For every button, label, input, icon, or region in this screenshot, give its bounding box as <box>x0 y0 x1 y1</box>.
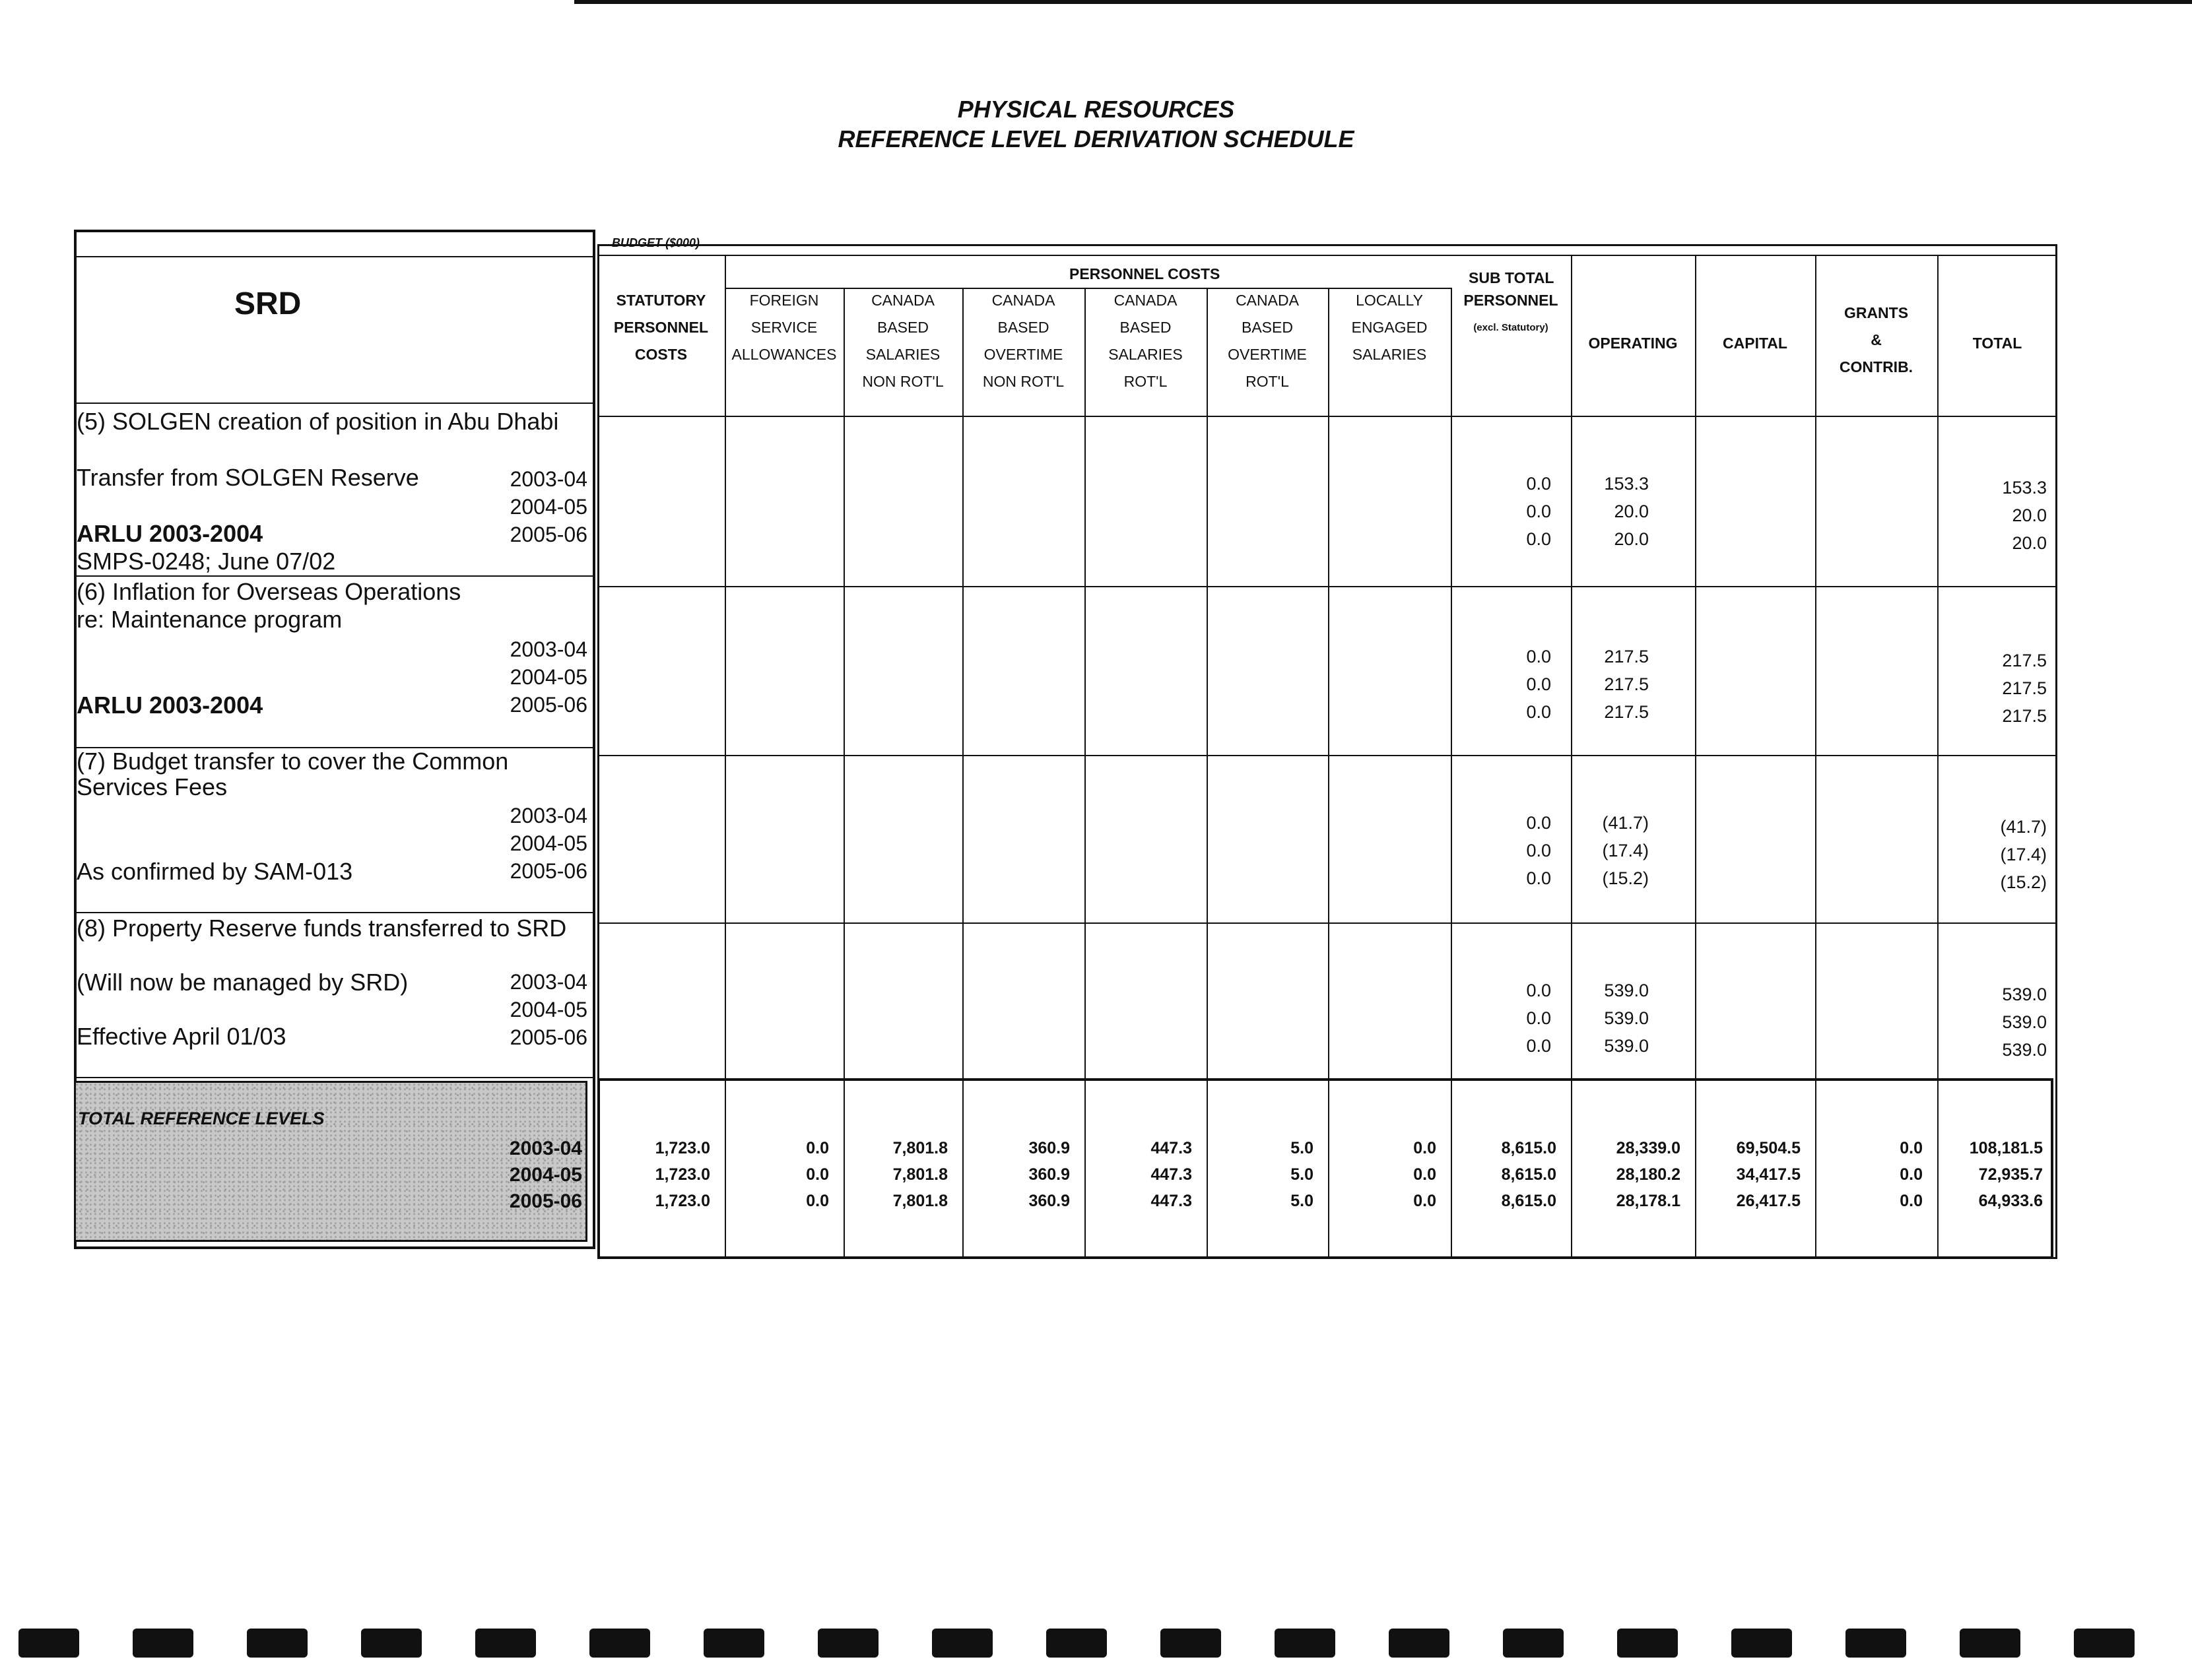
year-label: 2003-04 <box>510 637 587 661</box>
top-rule <box>574 0 2192 4</box>
totals-value: 5.0 <box>1290 1192 1313 1210</box>
totals-value: 28,180.2 <box>1616 1165 1680 1184</box>
column-header: OPERATING <box>1588 335 1678 352</box>
totals-year: 2005-06 <box>509 1190 582 1212</box>
column-header: COSTS <box>634 346 688 363</box>
totals-value: 5.0 <box>1290 1139 1313 1157</box>
operating-value: 539.0 <box>1604 1036 1649 1056</box>
section-heading: (5) SOLGEN creation of position in Abu Dhabi <box>77 408 559 435</box>
footer-dash <box>818 1629 879 1658</box>
total-value: 217.5 <box>2002 651 2047 670</box>
subtotal-value: 0.0 <box>1526 702 1551 722</box>
footer-dash <box>932 1629 993 1658</box>
operating-value: 539.0 <box>1604 981 1649 1000</box>
total-value: 217.5 <box>2002 678 2047 698</box>
footer-dash <box>18 1629 79 1658</box>
subtotal-value: 0.0 <box>1526 868 1551 888</box>
totals-value: 1,723.0 <box>655 1165 710 1184</box>
table-rule <box>597 586 2057 587</box>
totals-value: 447.3 <box>1150 1192 1192 1210</box>
totals-value: 360.9 <box>1028 1165 1070 1184</box>
totals-label: TOTAL REFERENCE LEVELS <box>78 1109 325 1128</box>
operating-value: 217.5 <box>1604 674 1649 694</box>
totals-value: 0.0 <box>806 1192 829 1210</box>
column-header: NON ROT'L <box>982 373 1065 390</box>
totals-label-block <box>74 1081 587 1242</box>
left-rule <box>74 1077 595 1078</box>
column-header: FOREIGN <box>749 292 819 309</box>
operating-value: 20.0 <box>1614 501 1649 521</box>
section-heading: (7) Budget transfer to cover the Common <box>77 748 509 775</box>
table-rule <box>597 922 2057 924</box>
column-header: OVERTIME <box>1228 346 1307 363</box>
column-header: BASED <box>877 319 929 336</box>
subtotal-value: 0.0 <box>1526 981 1551 1000</box>
column-header: BASED <box>997 319 1049 336</box>
totals-value: 0.0 <box>1900 1192 1923 1210</box>
column-header: TOTAL <box>1972 335 2022 352</box>
total-value: 153.3 <box>2002 478 2047 498</box>
footer-dash <box>1960 1629 2020 1658</box>
totals-value: 0.0 <box>1413 1139 1436 1157</box>
totals-value: 7,801.8 <box>892 1165 948 1184</box>
column-header: GRANTS <box>1843 304 1909 321</box>
totals-value: 8,615.0 <box>1501 1165 1556 1184</box>
footer-dash <box>1731 1629 1792 1658</box>
total-value: 539.0 <box>2002 1040 2047 1060</box>
year-label: 2005-06 <box>510 523 587 546</box>
subtotal-label: SUB TOTAL <box>1469 269 1554 286</box>
left-rule <box>74 912 595 913</box>
subtotal-value: 0.0 <box>1526 1008 1551 1028</box>
section-heading: (8) Property Reserve funds transferred to SRD <box>77 915 567 942</box>
column-header: CANADA <box>991 292 1055 309</box>
totals-value: 26,417.5 <box>1736 1192 1801 1210</box>
totals-value: 69,504.5 <box>1736 1139 1801 1157</box>
footer-dash <box>2074 1629 2135 1658</box>
year-label: 2003-04 <box>510 970 587 994</box>
totals-value: 0.0 <box>1900 1165 1923 1184</box>
column-header: PERSONNEL <box>613 319 709 336</box>
column-header: CAPITAL <box>1723 335 1787 352</box>
year-label: 2004-05 <box>510 831 587 855</box>
year-label: 2003-04 <box>510 467 587 491</box>
footer-dash <box>704 1629 764 1658</box>
column-header: CANADA <box>1113 292 1178 309</box>
column-header: SALARIES <box>1352 346 1427 363</box>
left-rule <box>74 575 595 577</box>
budget-label: BUDGET ($000) <box>612 236 700 249</box>
totals-value: 1,723.0 <box>655 1139 710 1157</box>
column-header: NON ROT'L <box>862 373 944 390</box>
column-header: CONTRIB. <box>1839 358 1913 375</box>
column-header: & <box>1871 331 1882 348</box>
footer-dash <box>247 1629 308 1658</box>
column-header: PERSONNEL <box>1463 292 1558 309</box>
totals-value: 0.0 <box>1413 1165 1436 1184</box>
column-header: BASED <box>1119 319 1172 336</box>
column-header: SALARIES <box>865 346 941 363</box>
totals-value: 360.9 <box>1028 1192 1070 1210</box>
footer-dash <box>133 1629 193 1658</box>
column-header: ROT'L <box>1245 373 1289 390</box>
left-rule <box>74 403 595 404</box>
totals-value: 0.0 <box>1413 1192 1436 1210</box>
column-header: (excl. Statutory) <box>1473 322 1548 333</box>
operating-value: (41.7) <box>1602 813 1649 833</box>
totals-value: 72,935.7 <box>1978 1165 2043 1184</box>
year-label: 2004-05 <box>510 665 587 689</box>
column-header: CANADA <box>871 292 935 309</box>
left-rule <box>74 256 595 257</box>
total-value: (17.4) <box>2000 845 2047 864</box>
total-value: (15.2) <box>2000 872 2047 892</box>
section-line: Effective April 01/03 <box>77 1023 286 1050</box>
section-heading-2: re: Maintenance program <box>77 606 343 633</box>
totals-value: 28,178.1 <box>1616 1192 1680 1210</box>
totals-value: 1,723.0 <box>655 1192 710 1210</box>
section-line: Transfer from SOLGEN Reserve <box>77 464 419 491</box>
totals-value: 108,181.5 <box>1969 1139 2043 1157</box>
totals-value: 5.0 <box>1290 1165 1313 1184</box>
column-header: SALARIES <box>1108 346 1183 363</box>
table-rule <box>597 755 2057 756</box>
totals-value: 64,933.6 <box>1978 1192 2043 1210</box>
totals-value: 360.9 <box>1028 1139 1070 1157</box>
personnel-costs-label: PERSONNEL COSTS <box>1069 265 1220 282</box>
year-label: 2005-06 <box>510 859 587 883</box>
operating-value: (15.2) <box>1602 868 1649 888</box>
total-value: 539.0 <box>2002 1012 2047 1032</box>
section-line: (Will now be managed by SRD) <box>77 969 409 996</box>
total-value: (41.7) <box>2000 817 2047 837</box>
section-line: ARLU 2003-2004 <box>77 520 263 547</box>
page-subtitle: REFERENCE LEVEL DERIVATION SCHEDULE <box>838 125 1354 152</box>
table-rule <box>597 255 2057 256</box>
subtotal-value: 0.0 <box>1526 1036 1551 1056</box>
operating-value: (17.4) <box>1602 841 1649 860</box>
section-line: ARLU 2003-2004 <box>77 692 263 719</box>
column-header: CANADA <box>1236 292 1299 309</box>
subtotal-value: 0.0 <box>1526 501 1551 521</box>
subtotal-value: 0.0 <box>1526 674 1551 694</box>
totals-value: 0.0 <box>806 1165 829 1184</box>
operating-value: 539.0 <box>1604 1008 1649 1028</box>
total-value: 20.0 <box>2012 505 2047 525</box>
section-line: As confirmed by SAM-013 <box>77 858 353 885</box>
year-label: 2004-05 <box>510 495 587 519</box>
column-header: ROT'L <box>1123 373 1168 390</box>
totals-year: 2004-05 <box>509 1164 582 1186</box>
footer-dash <box>1617 1629 1678 1658</box>
operating-value: 217.5 <box>1604 647 1649 666</box>
operating-value: 20.0 <box>1614 529 1649 549</box>
year-label: 2005-06 <box>510 693 587 717</box>
footer-dash <box>1160 1629 1221 1658</box>
table-rule <box>597 416 2057 417</box>
total-value: 217.5 <box>2002 706 2047 726</box>
total-value: 539.0 <box>2002 985 2047 1004</box>
footer-dash <box>1389 1629 1449 1658</box>
year-label: 2005-06 <box>510 1025 587 1049</box>
column-header: BASED <box>1242 319 1293 336</box>
section-heading-2: Services Fees <box>77 773 228 800</box>
column-header: OVERTIME <box>983 346 1063 363</box>
section-line: SMPS-0248; June 07/02 <box>77 548 336 575</box>
operating-value: 217.5 <box>1604 702 1649 722</box>
subtotal-value: 0.0 <box>1526 841 1551 860</box>
totals-frame <box>597 1078 2053 1259</box>
footer-dash <box>1275 1629 1335 1658</box>
subtotal-value: 0.0 <box>1526 647 1551 666</box>
column-header: LOCALLY <box>1356 292 1423 309</box>
subtotal-value: 0.0 <box>1526 529 1551 549</box>
footer-dash <box>589 1629 650 1658</box>
totals-value: 7,801.8 <box>892 1139 948 1157</box>
footer-dash <box>475 1629 536 1658</box>
footer-dash <box>1046 1629 1107 1658</box>
totals-value: 447.3 <box>1150 1165 1192 1184</box>
column-header: ALLOWANCES <box>731 346 837 363</box>
totals-value: 7,801.8 <box>892 1192 948 1210</box>
year-label: 2004-05 <box>510 998 587 1021</box>
totals-year: 2003-04 <box>509 1138 582 1159</box>
year-label: 2003-04 <box>510 804 587 827</box>
totals-value: 28,339.0 <box>1616 1139 1680 1157</box>
totals-value: 0.0 <box>806 1139 829 1157</box>
column-header: ENGAGED <box>1351 319 1428 336</box>
totals-value: 8,615.0 <box>1501 1139 1556 1157</box>
total-value: 20.0 <box>2012 533 2047 553</box>
totals-value: 447.3 <box>1150 1139 1192 1157</box>
subtotal-value: 0.0 <box>1526 813 1551 833</box>
section-heading: (6) Inflation for Overseas Operations <box>77 578 461 605</box>
totals-value: 34,417.5 <box>1736 1165 1801 1184</box>
srd-heading: SRD <box>234 286 302 321</box>
totals-value: 0.0 <box>1900 1139 1923 1157</box>
subtotal-value: 0.0 <box>1526 474 1551 494</box>
footer-dash <box>361 1629 422 1658</box>
column-header: STATUTORY <box>616 292 706 309</box>
column-header: SERVICE <box>750 319 818 336</box>
totals-value: 8,615.0 <box>1501 1192 1556 1210</box>
footer-dash <box>1503 1629 1564 1658</box>
page-title: PHYSICAL RESOURCES <box>957 96 1235 123</box>
footer-dash <box>1845 1629 1906 1658</box>
operating-value: 153.3 <box>1604 474 1649 494</box>
